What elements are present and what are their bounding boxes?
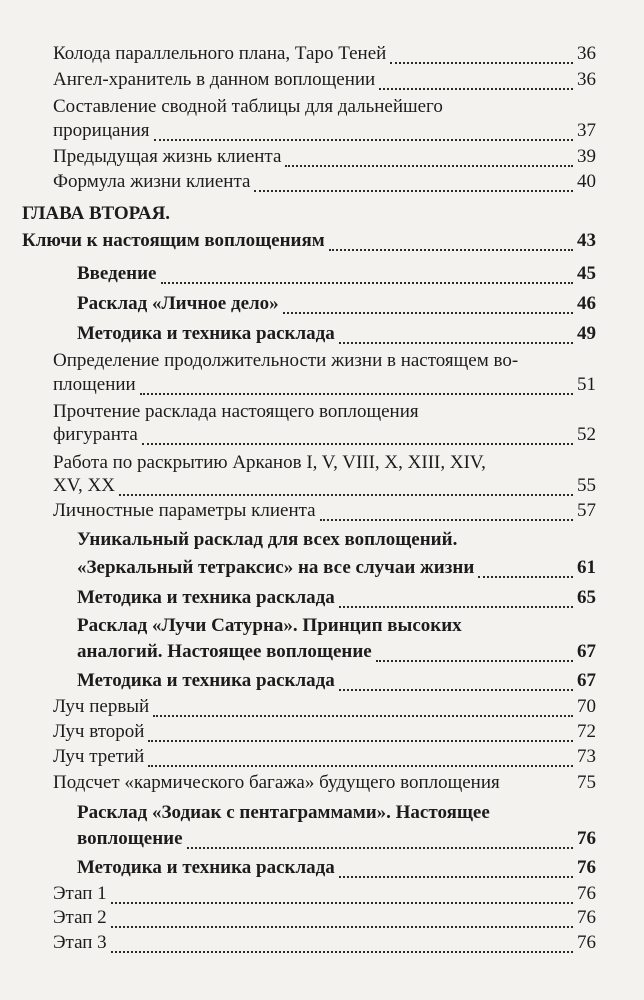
toc-entry-title: Прочтение расклада настоящего воплощения [53, 401, 419, 422]
toc-page-number: 36 [577, 43, 596, 64]
toc-page-number: 37 [577, 120, 596, 141]
toc-page-number: 76 [577, 932, 596, 953]
toc-page-number: 67 [577, 641, 596, 662]
toc-entry-title: Личностные параметры клиента [53, 500, 316, 521]
toc-entry-title: Методика и техника расклада [77, 323, 335, 344]
dot-leader [390, 42, 573, 64]
toc-page-number: 36 [577, 69, 596, 90]
toc-entry [0, 556, 644, 584]
toc-entry [0, 292, 644, 320]
toc-entry-title: Ключи к настоящим воплощениям [22, 230, 325, 251]
toc-page-number: 73 [577, 746, 596, 767]
toc-entry-title: Расклад «Зодиак с пентаграммами». Настоящее [77, 802, 490, 823]
toc-entry [0, 499, 644, 527]
toc-page-number: 72 [577, 721, 596, 742]
toc-entry [0, 170, 644, 198]
dot-leader [153, 695, 573, 717]
toc-entry-title: площении [53, 374, 136, 395]
dot-leader [339, 669, 573, 691]
toc-entry [0, 42, 644, 70]
toc-entry-title: Предыдущая жизнь клиента [53, 146, 282, 167]
toc-entry-title: Уникальный расклад для всех воплощений. [77, 529, 458, 550]
toc-entry-title: Введение [77, 263, 157, 284]
toc-entry [0, 586, 644, 614]
toc-page-number: 55 [577, 475, 596, 496]
toc-page-number: 76 [577, 883, 596, 904]
dot-leader [187, 827, 573, 849]
dot-leader [283, 292, 573, 314]
toc-entry [0, 262, 644, 290]
toc-entry-title: Ангел-хранитель в данном воплощении [53, 69, 376, 90]
toc-page-number: 76 [577, 907, 596, 928]
toc-entry [0, 906, 644, 934]
toc-entry-title: Луч третий [53, 746, 145, 767]
dot-leader [339, 586, 573, 608]
toc-entry-title: Определение продолжительности жизни в настоящем во- [53, 350, 519, 371]
toc-entry-title: Расклад «Лучи Сатурна». Принцип высоких [77, 615, 462, 636]
dot-leader [119, 474, 573, 496]
dot-leader [111, 906, 573, 928]
toc-page-number: 57 [577, 500, 596, 521]
toc-entry-title: Подсчет «кармического багажа» будущего воплощения [53, 772, 500, 793]
chapter-heading [0, 202, 644, 230]
dot-leader [339, 856, 573, 878]
toc-page-number: 67 [577, 670, 596, 691]
toc-entry [0, 423, 644, 451]
toc-entry [0, 801, 644, 829]
dot-leader [339, 322, 573, 344]
toc-entry-title: Методика и техника расклада [77, 670, 335, 691]
toc-entry [0, 640, 644, 668]
toc-entry-title: Луч первый [53, 696, 150, 717]
toc-page-number: 76 [577, 857, 596, 878]
toc-entry-title: Этап 2 [53, 907, 107, 928]
toc-entry-title: Работа по раскрытию Арканов I, V, VIII, X, XIII, XIV, [53, 452, 486, 473]
toc-entry [0, 856, 644, 884]
dot-leader [161, 262, 574, 284]
toc-entry-title: Методика и техника расклада [77, 857, 335, 878]
toc-page-number: 43 [577, 230, 596, 251]
dot-leader [376, 640, 573, 662]
dot-leader [142, 423, 573, 445]
toc-entry-title: фигуранта [53, 424, 138, 445]
dot-leader [379, 68, 573, 90]
dot-leader [148, 720, 573, 742]
toc-page-number: 76 [577, 828, 596, 849]
toc-entry-title: Методика и техника расклада [77, 587, 335, 608]
toc-entry-title: Составление сводной таблицы для дальнейшего [53, 96, 443, 117]
toc-page-number: 61 [577, 557, 596, 578]
dot-leader [111, 882, 573, 904]
toc-entry [0, 528, 644, 556]
chapter-title: ГЛАВА ВТОРАЯ. [22, 203, 171, 224]
toc-entry [0, 474, 644, 502]
toc-page-number: 49 [577, 323, 596, 344]
dot-leader [478, 556, 573, 578]
toc-page-number: 75 [577, 772, 596, 793]
toc-page-number: 52 [577, 424, 596, 445]
toc-entry-title: Этап 3 [53, 932, 107, 953]
toc-entry-title: Формула жизни клиента [53, 171, 251, 192]
toc-page-number: 39 [577, 146, 596, 167]
dot-leader [140, 373, 573, 395]
dot-leader [285, 145, 573, 167]
dot-leader [320, 499, 573, 521]
toc-entry-title: аналогий. Настоящее воплощение [77, 641, 372, 662]
toc-entry [0, 614, 644, 642]
toc-entry [0, 931, 644, 959]
toc-entry-title: Луч второй [53, 721, 145, 742]
toc-entry [0, 119, 644, 147]
toc-entry [0, 229, 644, 257]
toc-page-number: 46 [577, 293, 596, 314]
toc-entry [0, 771, 644, 799]
toc-entry-title: Колода параллельного плана, Таро Теней [53, 43, 387, 64]
toc-entry [0, 720, 644, 748]
toc-page-number: 40 [577, 171, 596, 192]
toc-entry [0, 322, 644, 350]
dot-leader [254, 170, 573, 192]
toc-entry [0, 827, 644, 855]
dot-leader [111, 931, 573, 953]
toc-entry-title: Расклад «Личное дело» [77, 293, 279, 314]
toc-entry-title: воплощение [77, 828, 183, 849]
toc-entry-title: XV, XX [53, 475, 115, 496]
toc-page-number: 70 [577, 696, 596, 717]
dot-leader [329, 229, 573, 251]
toc-entry [0, 669, 644, 697]
dot-leader [148, 745, 573, 767]
toc-entry [0, 695, 644, 723]
toc-entry [0, 145, 644, 173]
toc-page-number: 51 [577, 374, 596, 395]
toc-entry-title: Этап 1 [53, 883, 107, 904]
toc-entry-title: прорицания [53, 120, 150, 141]
toc-page-number: 45 [577, 263, 596, 284]
dot-leader [154, 119, 573, 141]
toc-entry [0, 745, 644, 773]
toc-entry [0, 373, 644, 401]
toc-page-number: 65 [577, 587, 596, 608]
toc-entry-title: «Зеркальный тетраксис» на все случаи жизни [77, 557, 475, 578]
toc-entry [0, 68, 644, 96]
